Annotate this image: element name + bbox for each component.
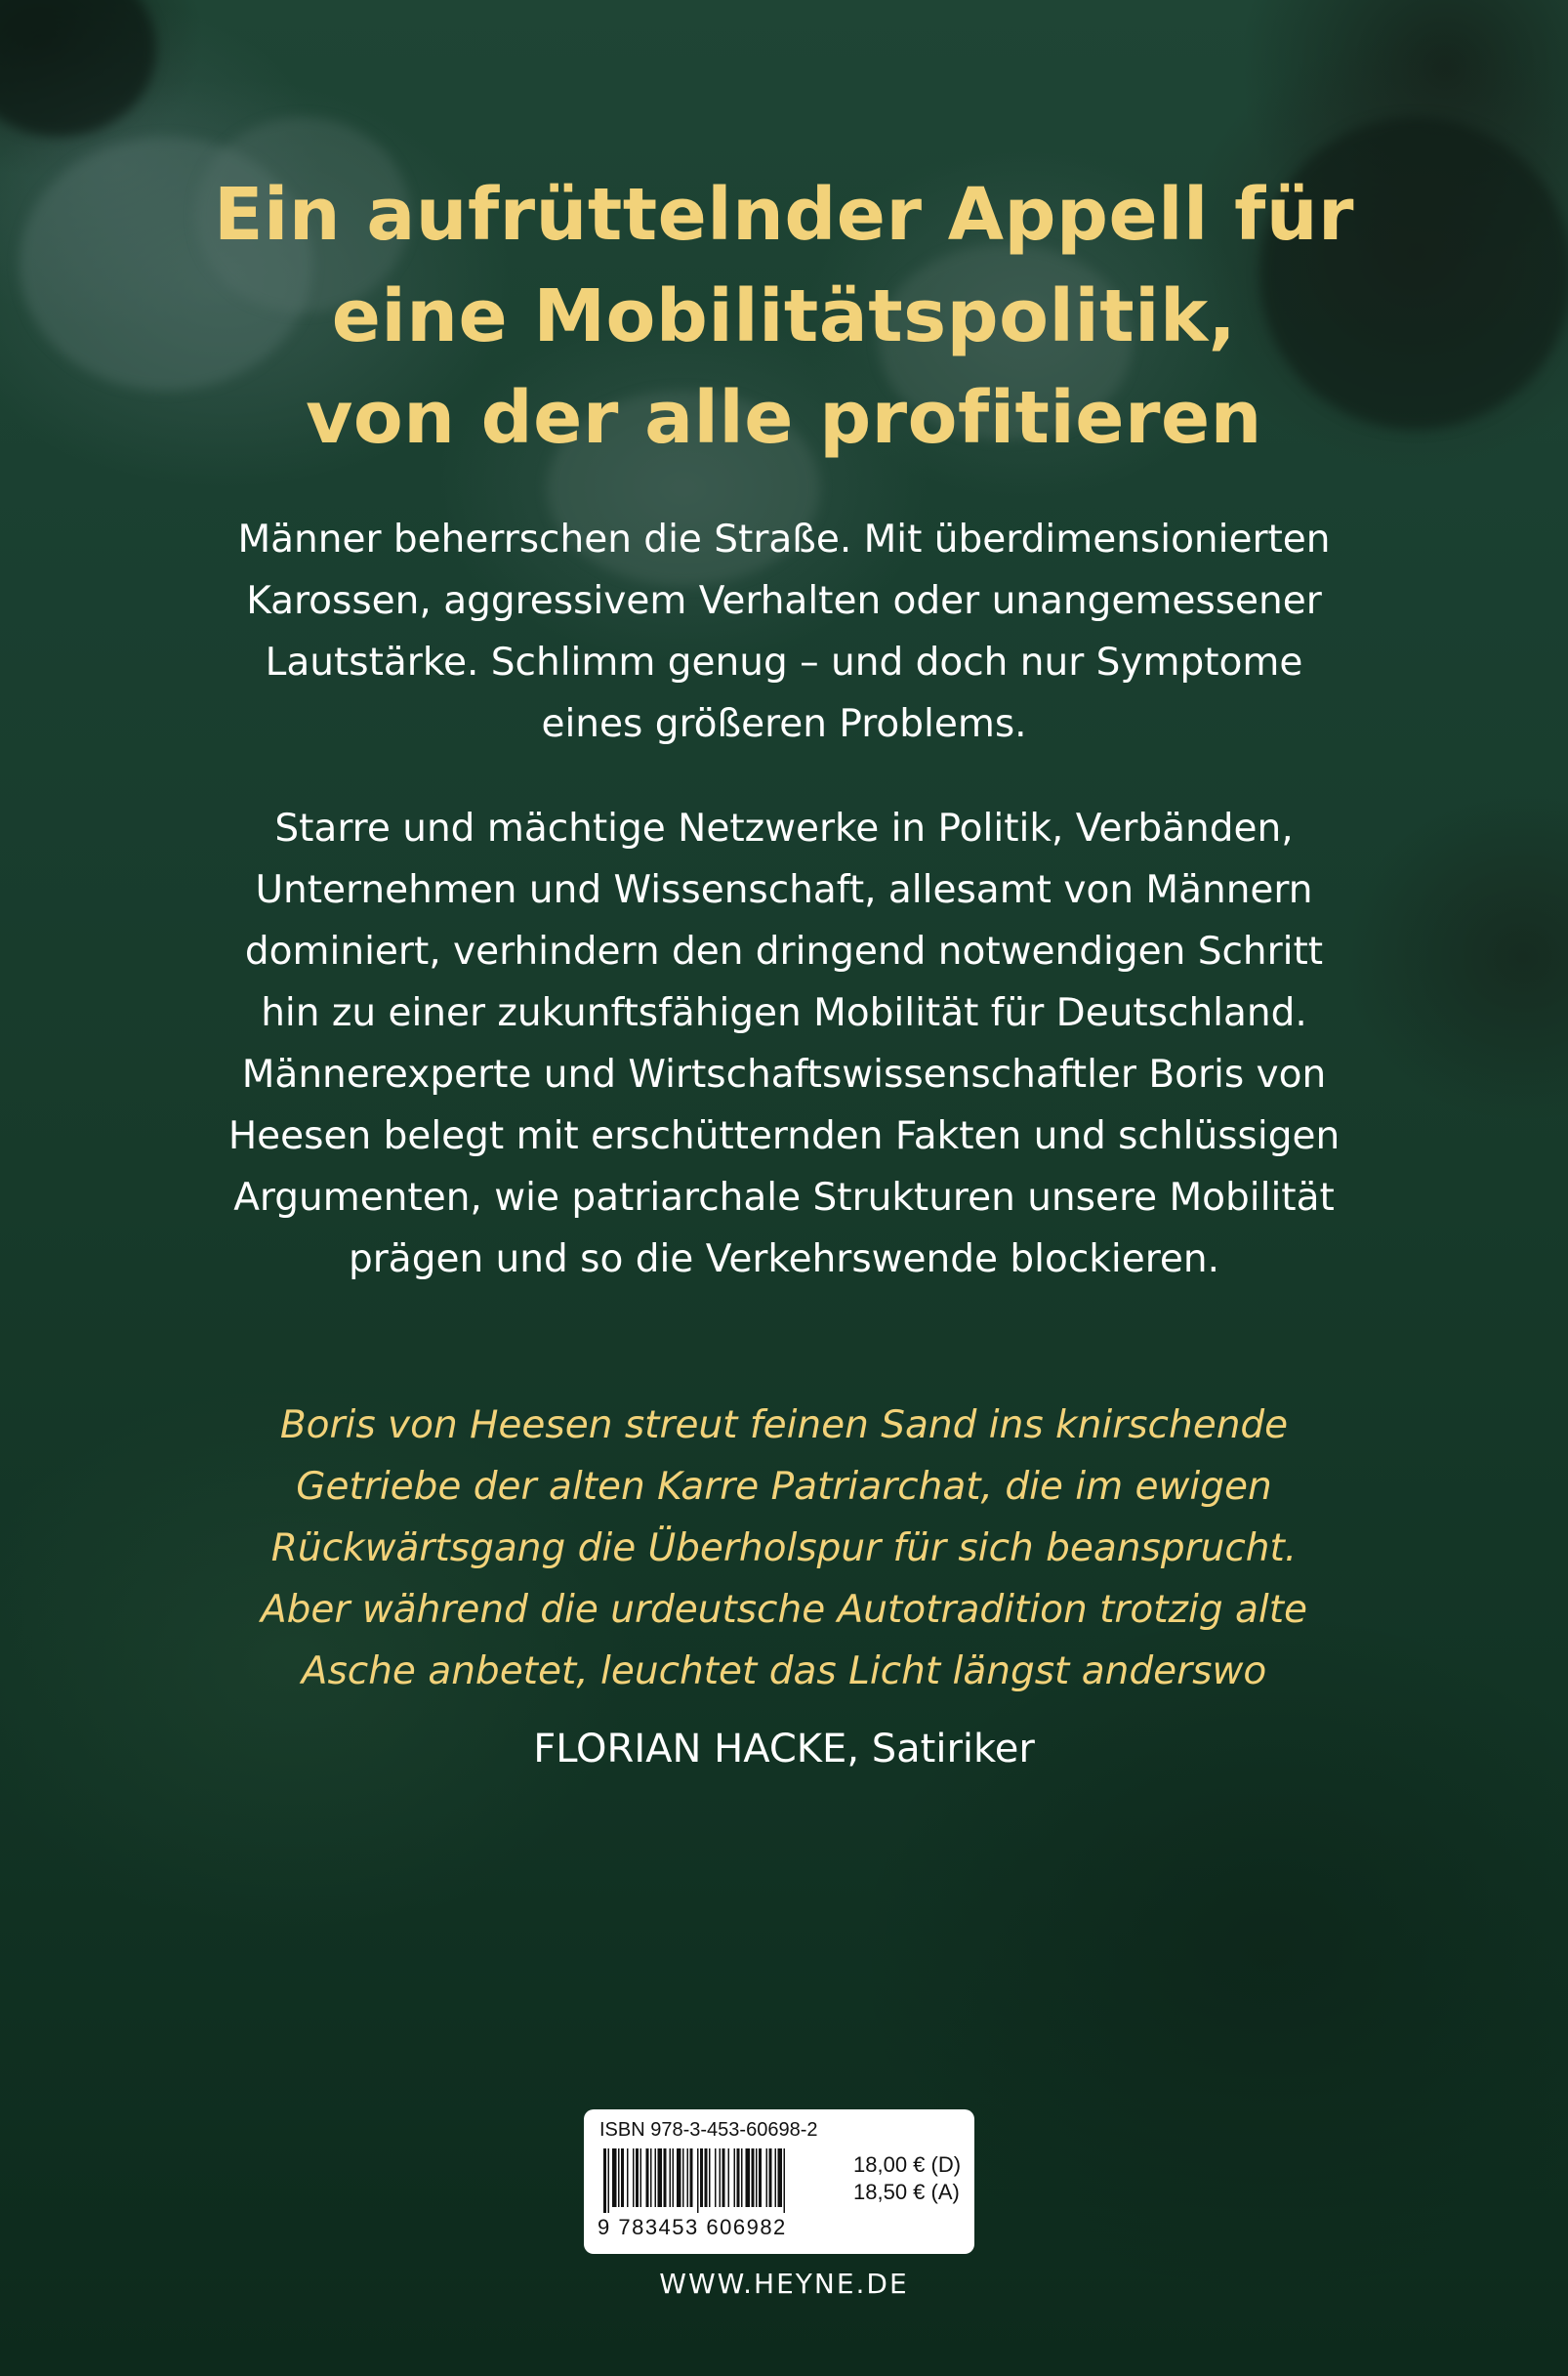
paragraph-line: dominiert, verhindern den dringend notwendigen Schritt [244, 930, 1324, 974]
quote-line: Aber während die urdeutsche Autotradition trotzig alte [260, 1588, 1308, 1632]
barcode-bar [769, 2148, 772, 2207]
barcode-bar [608, 2148, 610, 2213]
barcode-bar [715, 2148, 717, 2207]
paragraph-line: Argumenten, wie patriarchale Strukturen unsere Mobilität [233, 1176, 1335, 1220]
barcode-bar [621, 2148, 624, 2207]
blurb-paragraph-2 [0, 798, 1568, 1290]
barcode-bar [677, 2148, 681, 2207]
barcode-bar [756, 2148, 758, 2207]
price-germany: 18,00 € (D) [853, 2152, 962, 2177]
barcode-bar [728, 2148, 730, 2207]
quote-author-role: , Satiriker [846, 1727, 1035, 1772]
paragraph-line: hin zu einer zukunftsfähigen Mobilität für Deutschland. [261, 991, 1307, 1035]
paragraph-line: Unternehmen und Wissenschaft, allesamt von Männern [255, 868, 1313, 912]
barcode-digits: 9 783453 606982 [598, 2215, 787, 2239]
barcode-bar [658, 2148, 663, 2207]
headline-line: Ein aufrüttelnder Appell für [213, 173, 1354, 257]
barcode-bar [640, 2148, 642, 2207]
blurb-paragraph-1 [0, 509, 1568, 755]
barcode-bar [618, 2148, 620, 2207]
barcode-bar [603, 2148, 606, 2213]
quote-line: Getriebe der alten Karre Patriarchat, die im ewigen [296, 1465, 1272, 1509]
barcode-bar [778, 2148, 783, 2207]
paragraph-line: Starre und mächtige Netzwerke in Politik, Verbänden, [274, 807, 1294, 851]
barcode-icon [599, 2148, 844, 2213]
barcode-bar [709, 2148, 711, 2207]
barcode-bar [759, 2148, 762, 2207]
barcode-bar [766, 2148, 768, 2207]
barcode-bar [650, 2148, 652, 2207]
barcode-bar [670, 2148, 672, 2207]
barcode-bar [636, 2148, 639, 2207]
barcode-bar [705, 2148, 708, 2207]
paragraph-line: Karossen, aggressivem Verhalten oder unangemessener [246, 579, 1322, 623]
paragraph-line: Heesen belegt mit erschütternden Fakten und schlüssigen [227, 1114, 1341, 1158]
paragraph-line: prägen und so die Verkehrswende blockieren. [349, 1237, 1219, 1281]
price-austria: 18,50 € (A) [853, 2180, 960, 2204]
quote-author: FLORIAN HACKE [533, 1727, 847, 1772]
review-quote [0, 1395, 1568, 1702]
barcode-bar [697, 2148, 699, 2213]
quote-line: Asche anbetet, leuchtet das Licht längst anderswo [301, 1649, 1267, 1693]
barcode-bar [752, 2148, 755, 2207]
barcode-bar [687, 2148, 689, 2207]
barcode-bar [612, 2148, 617, 2207]
barcode-bar [784, 2148, 786, 2213]
isbn-text: ISBN 978-3-453-60698-2 [599, 2119, 818, 2141]
barcode-bar [720, 2148, 722, 2207]
barcode-bar [700, 2148, 703, 2207]
paragraph-line: Lautstärke. Schlimm genug – und doch nur Symptome [265, 641, 1303, 685]
barcode-bar [673, 2148, 675, 2207]
barcode-bar [655, 2148, 657, 2207]
barcode-bar [690, 2148, 693, 2207]
barcode-bar [741, 2148, 743, 2207]
paragraph-line: eines größeren Problems. [541, 702, 1027, 746]
barcode-bar [737, 2148, 740, 2207]
paragraph-line: Männer beherrschen die Straße. Mit überdimensionierten [237, 518, 1331, 562]
barcode-bar [633, 2148, 635, 2207]
paragraph-line: Männerexperte und Wirtschaftswissenschaftler Boris von [241, 1053, 1327, 1097]
barcode-bar [646, 2148, 649, 2207]
quote-attribution [0, 1720, 1568, 1778]
barcode-bar [722, 2148, 725, 2207]
barcode-bar [775, 2148, 777, 2207]
barcode-bar [734, 2148, 736, 2207]
barcode-bar [746, 2148, 751, 2207]
barcode-label [584, 2109, 974, 2254]
barcode-bar [664, 2148, 667, 2207]
barcode-bar [682, 2148, 684, 2207]
publisher-website[interactable]: WWW.HEYNE.DE [659, 2268, 909, 2300]
headline-line: eine Mobilitätspolitik, [331, 274, 1237, 358]
barcode-bar [627, 2148, 629, 2207]
quote-line: Boris von Heesen streut feinen Sand ins knirschende [279, 1403, 1289, 1447]
quote-line: Rückwärtsgang die Überholspur für sich beansprucht. [270, 1526, 1298, 1570]
headline-line: von der alle profitieren [306, 376, 1262, 460]
headline [0, 164, 1568, 469]
tree-canopy-decoration [0, 0, 156, 137]
